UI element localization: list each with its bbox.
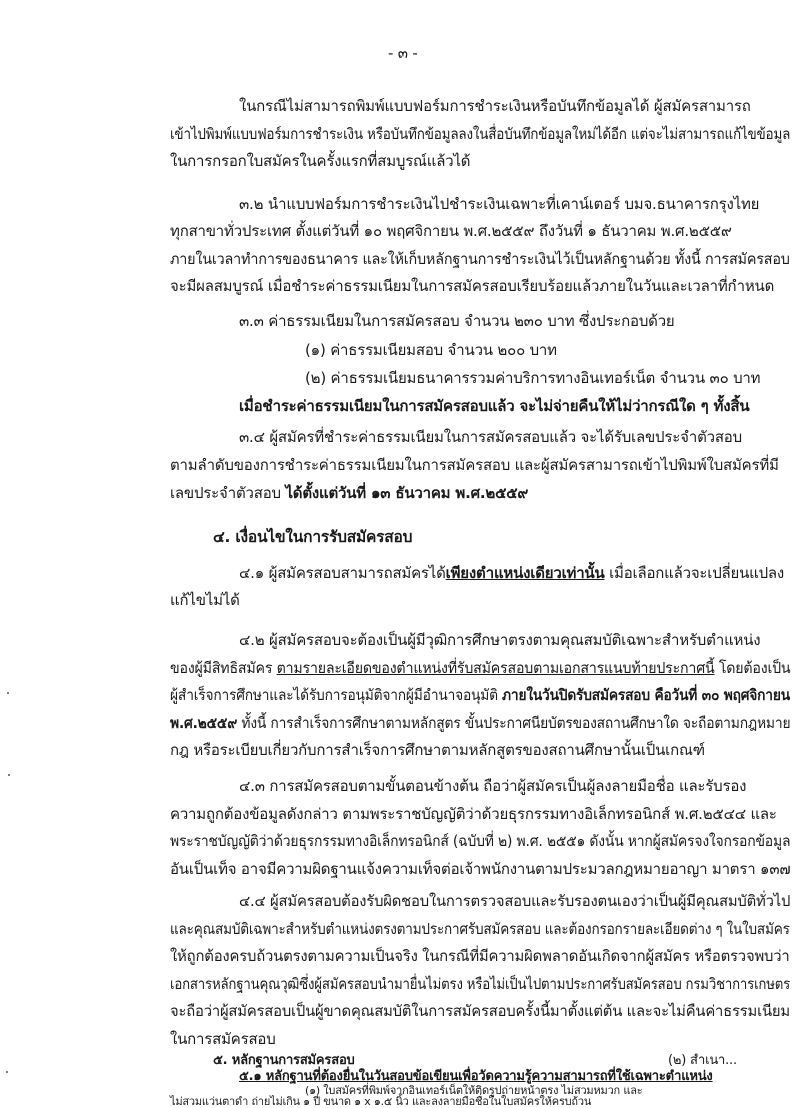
scan-speck xyxy=(6,1071,8,1073)
section-3-3-item-2: (๒) ค่าธรรมเนียมธนาคารรวมค่าบริการทางอินเทอร์เน็ต จำนวน ๓๐ บาท xyxy=(305,369,761,387)
section-4-2-line-1: ๔.๒ ผู้สมัครสอบจะต้องเป็นผู้มีวุฒิการศึกษาตรงตามคุณสมบัติเฉพาะสำหรับตำแหน่ง xyxy=(239,631,761,649)
intro-line-1: ในกรณีไม่สามารถพิมพ์แบบฟอร์มการชำระเงินหรือบันทึกข้อมูลได้ ผู้สมัครสามารถ xyxy=(239,97,751,115)
section-4-3-line-1: ๔.๓ การสมัครสอบตามขั้นตอนข้างต้น ถือว่าผู้สมัครเป็นผู้ลงลายมือชื่อ และรับรอง xyxy=(239,777,747,795)
section-4-2-deadline-year: พ.ศ.๒๕๕๙ xyxy=(170,714,238,732)
section-5-1-item-1-line-2: ไม่สวมแว่นตาดำ ถ่ายไม่เกิน ๑ ปี ขนาด ๑ x ๑.๕ นิ้ว และลงลายมือชื่อในใบสมัครให้ครบถ้วน xyxy=(170,1095,592,1108)
section-3-2-line-1: ๓.๒ นำแบบฟอร์มการชำระเงินไปชำระเงินเฉพาะที่เคาน์เตอร์ บมจ.ธนาคารกรุงไทย xyxy=(239,195,760,213)
intro-line-2: เข้าไปพิมพ์แบบฟอร์มการชำระเงิน หรือบันทึกข้อมูลลงในสื่อบันทึกข้อมูลใหม่ได้อีก แต่จะไม่สามารถแก้ไขข้อมูล xyxy=(170,125,791,143)
section-4-4-line-2: และคุณสมบัติเฉพาะสำหรับตำแหน่งตรงตามประกาศรับสมัครสอบ และต้องกรอกรายละเอียดต่าง ๆ ในใบสมัคร xyxy=(170,920,790,938)
section-4-heading: ๔. เงื่อนไขในการรับสมัครสอบ xyxy=(213,528,413,546)
scan-speck xyxy=(7,692,9,694)
section-3-2-line-4: จะมีผลสมบูรณ์ เมื่อชำระค่าธรรมเนียมในการสมัครสอบเรียบร้อยแล้วภายในวันและเวลาที่กำหนด xyxy=(170,277,775,295)
page-number: - ๓ - xyxy=(388,44,418,62)
section-4-4-line-1: ๔.๔ ผู้สมัครสอบต้องรับผิดชอบในการตรวจสอบและรับรองตนเองว่าเป็นผู้มีคุณสมบัติทั่วไป xyxy=(239,892,791,910)
section-4-1-emphasis: เพียงตำแหน่งเดียวเท่านั้น xyxy=(445,564,605,582)
section-4-4-line-6: ในการสมัครสอบ xyxy=(170,1030,276,1048)
section-4-2-deadline: ภายในวันปิดรับสมัครสอบ คือวันที่ ๓๐ พฤศจิกายน xyxy=(502,686,790,704)
section-3-2-line-2: ทุกสาขาทั่วประเทศ ตั้งแต่วันที่ ๑๐ พฤศจิกายน พ.ศ.๒๕๕๙ ถึงวันที่ ๑ ธันวาคม พ.ศ.๒๕๕๙ xyxy=(170,222,732,240)
section-4-2-line-3-text: ผู้สำเร็จการศึกษาและได้รับการอนุมัติจากผู้มีอำนาจอนุมัติ xyxy=(170,686,503,704)
section-4-1-text: ๔.๑ ผู้สมัครสอบสามารถสมัครได้ xyxy=(239,564,446,582)
section-4-2-line-4-text: ทั้งนี้ การสำเร็จการศึกษาตามหลักสูตร ขั้นประกาศนียบัตรของสถานศึกษาใด จะถือตามกฎหมาย xyxy=(237,714,791,732)
section-3-4-line-3 xyxy=(170,483,528,503)
section-3-3-refund-note: เมื่อชำระค่าธรรมเนียมในการสมัครสอบแล้ว จะไม่จ่ายคืนให้ไม่ว่ากรณีใด ๆ ทั้งสิ้น xyxy=(239,397,750,415)
section-3-4-line-3-text: เลขประจำตัวสอบ xyxy=(170,484,286,502)
section-4-2-line-5: กฎ หรือระเบียบเกี่ยวกับการสำเร็จการศึกษาตามหลักสูตรของสถานศึกษานั้นเป็นเกณฑ์ xyxy=(170,741,705,759)
continuation-note: (๒) สำเนา... xyxy=(668,1053,737,1068)
section-4-2-underlined: ตามรายละเอียดของตำแหน่งที่รับสมัครสอบตามเอกสารแนบท้ายประกาศนี้ xyxy=(276,659,715,677)
section-3-3-item-1: (๑) ค่าธรรมเนียมสอบ จำนวน ๒๐๐ บาท xyxy=(305,341,557,359)
section-4-4-line-4: เอกสารหลักฐานคุณวุฒิซึ่งผู้สมัครสอบนำมายื่นไม่ตรง หรือไม่เป็นไปตามประกาศรับสมัครสอบ กรมวิชาการเกษตร xyxy=(170,975,791,993)
section-3-4-line-2: ตามลำดับของการชำระค่าธรรมเนียมในการสมัครสอบ และผู้สมัครสามารถเข้าไปพิมพ์ใบสมัครที่มี xyxy=(170,456,779,474)
section-4-3-line-2: ความถูกต้องข้อมูลดังกล่าว ตามพระราชบัญญัติว่าด้วยธุรกรรมทางอิเล็กทรอนิกส์ พ.ศ.๒๕๔๔ และ xyxy=(170,805,777,823)
section-4-2-line-2-text: ของผู้มีสิทธิสมัคร xyxy=(170,659,277,677)
scan-speck xyxy=(8,774,10,776)
section-4-3-line-4: อันเป็นเท็จ อาจมีความผิดฐานแจ้งความเท็จต่อเจ้าพนักงานตามประมวลกฎหมายอาญา มาตรา ๑๓๗ xyxy=(170,860,791,878)
section-3-4-date: ได้ตั้งแต่วันที่ ๑๓ ธันวาคม พ.ศ.๒๕๕๙ xyxy=(285,484,529,502)
section-4-2-line-2-end: โดยต้องเป็น xyxy=(714,659,791,677)
section-5-heading: ๕. หลักฐานการสมัครสอบ xyxy=(213,1053,355,1068)
section-4-2-line-3 xyxy=(170,685,790,705)
section-4-2-line-2 xyxy=(170,658,790,678)
section-5-1-heading: ๕.๑ หลักฐานที่ต้องยื่นในวันสอบข้อเขียนเพื่อวัดความรู้ความสามารถที่ใช้เฉพาะตำแหน่ง xyxy=(239,1069,713,1084)
section-3-2-line-3: ภายในเวลาทำการของธนาคาร และให้เก็บหลักฐานการชำระเงินไว้เป็นหลักฐานด้วย ทั้งนี้ การสมัครสอบ xyxy=(170,250,790,268)
section-4-1-text-end: เมื่อเลือกแล้วจะเปลี่ยนแปลง xyxy=(604,564,785,582)
section-3-3-line-1: ๓.๓ ค่าธรรมเนียมในการสมัครสอบ จำนวน ๒๓๐ บาท ซึ่งประกอบด้วย xyxy=(239,312,675,330)
section-4-4-line-3: ให้ถูกต้องครบถ้วนตรงตามความเป็นจริง ในกรณีที่มีความผิดพลาดอันเกิดจากผู้สมัคร หรือตรวจพบว่า xyxy=(170,947,790,965)
section-4-2-line-4 xyxy=(170,713,790,733)
section-3-4-line-1: ๓.๔ ผู้สมัครที่ชำระค่าธรรมเนียมในการสมัครสอบแล้ว จะได้รับเลขประจำตัวสอบ xyxy=(239,428,742,446)
section-5-1-item-1-line-1: (๑) ใบสมัครที่พิมพ์จากอินเทอร์เน็ตให้ติดรูปถ่ายหน้าตรง ไม่สวมหมวก และ xyxy=(305,1084,643,1097)
section-4-1-line-1 xyxy=(239,563,784,583)
section-4-1-line-2: แก้ไขไม่ได้ xyxy=(170,591,240,609)
section-4-4-line-5: จะถือว่าผู้สมัครสอบเป็นผู้ขาดคุณสมบัติในการสมัครสอบครั้งนี้มาตั้งแต่ต้น และจะไม่คืนค่าธรรมเนียม xyxy=(170,1002,790,1020)
section-4-3-line-3: พระราชบัญญัติว่าด้วยธุรกรรมทางอิเล็กทรอนิกส์ (ฉบับที่ ๒) พ.ศ. ๒๕๕๑ ดังนั้น หากผู้สมัครจงใจกรอกข้อมูล xyxy=(170,832,791,850)
intro-line-3: ในการกรอกใบสมัครในครั้งแรกที่สมบูรณ์แล้วได้ xyxy=(170,152,471,170)
